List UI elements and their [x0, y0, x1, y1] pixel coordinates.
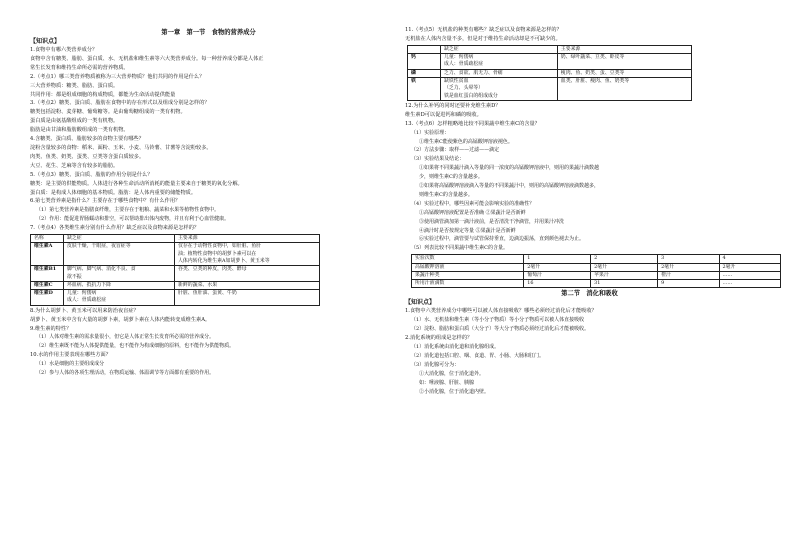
- text-line: ④滴汁时是否按规定等量 ⑤果蔬汁是否新鲜: [419, 227, 516, 234]
- text-line: 7.（考点4）各类维生素分别有什么作用？缺乏症以及食物来源是怎样的？: [30, 225, 200, 232]
- table-cell: 31: [591, 280, 658, 288]
- table-row: [31, 243, 320, 266]
- table-cell: 苹果汁: [591, 271, 658, 279]
- cell-lack: [64, 290, 175, 306]
- table-cell: 橙汁: [658, 271, 719, 279]
- cell-source: [175, 290, 320, 306]
- text-line: （1）水、无机盐和维生素（等小分子物质）等小分子物质可以被人体直接吸收: [411, 317, 585, 324]
- right-lines-a: [405, 102, 774, 253]
- text-line: 8.为什么胡萝卜、黄玉米可以用来防治夜盲症？: [30, 307, 139, 314]
- vitamin-c-table: [411, 254, 781, 288]
- knowledge-label: 【知识点】: [405, 299, 436, 307]
- table-cell: 所用汁液滴数: [412, 280, 524, 288]
- text-line: 维生素D可以促进钙和磷的吸收。: [405, 111, 482, 118]
- text-line: 胡萝卜、黄玉米中含有大量的胡萝卜素，胡萝卜素在人体内能转变成维生素A。: [30, 316, 211, 323]
- cell-line: 肝脏、鱼肝油、蛋黄、牛奶: [178, 290, 237, 297]
- table-cell: 果蔬汁种类: [412, 271, 524, 279]
- table-cell: 高锰酸钾溶液: [412, 263, 524, 271]
- table-header: 缺乏症: [64, 235, 175, 243]
- table-cell: 葡萄汁: [524, 271, 591, 279]
- cell-line: 奶、绿叶蔬菜、豆类、虾皮等: [560, 54, 625, 61]
- chapter-title: 第一章 第一节 食物的营养成分: [161, 29, 256, 36]
- cell-source: [557, 78, 691, 101]
- table-row: [408, 78, 692, 101]
- text-line: 少，则维生素C的含量越多。: [419, 174, 483, 181]
- table-row: [408, 69, 692, 77]
- vitamin-table: [30, 234, 320, 306]
- cell-line: 坏血病、抵抗力下降: [67, 281, 112, 288]
- text-line: （1）消化系统由消化道和消化腺组成。: [411, 344, 500, 351]
- text-line: （2）淀粉、脂肪和蛋白质（大分子）等大分子物质必须经过消化后才能被吸收。: [411, 326, 590, 333]
- table-cell: 2: [591, 255, 658, 263]
- table-cell: 3: [658, 255, 719, 263]
- cell-line: 油；植物性食物中的胡萝卜素可以在: [178, 250, 257, 257]
- right-lines-b: [405, 307, 774, 396]
- cell-line: 人体内转化为维生素A如胡萝卜、黄玉米等: [178, 257, 270, 264]
- text-line: 9.维生素的特性？: [30, 325, 72, 332]
- cell-lack: [441, 54, 558, 70]
- text-line: 糖类包括淀粉、麦芽糖、葡萄糖等。是由葡萄糖组成的一类有机物。: [30, 109, 186, 116]
- table-row: [412, 255, 781, 263]
- mineral-table: [407, 45, 692, 101]
- row-name: 维生素B1: [31, 266, 64, 282]
- text-line: （2）参与人体的各项生理活动，在物质运输、体温调节等方面都有重要的作用。: [36, 370, 215, 377]
- cell-line: 儿童：佝偻病: [67, 290, 97, 297]
- table-row: [31, 290, 320, 306]
- text-line: 2.消化系统的组成是怎样的？: [405, 335, 473, 342]
- row-name: 铁: [408, 78, 441, 101]
- text-line: 共同作用：都是组成细胞的构成物质，都能为生命活动提供能量: [30, 91, 176, 98]
- cell-line: 儿童：佝偻病: [444, 54, 474, 61]
- table-cell: 9: [658, 280, 719, 288]
- text-line: ②如果将高锰酸钾溶液滴入等量的不同果蔬汁中，则用的高锰酸钾溶液滴数越多，: [419, 183, 600, 190]
- cell-lack: [441, 69, 558, 77]
- text-line: ①高锰酸钾溶液配置是否准确 ②果蔬汁是否新鲜: [419, 209, 526, 216]
- table-row: [408, 54, 692, 70]
- text-line: 3.（考点2）糖类、蛋白质、脂肪在食物中的存在形式以及组成分别是怎样的？: [30, 100, 210, 107]
- cell-line: 血类、肝脏、瘦肉、鱼、奶类等: [560, 78, 630, 84]
- table-cell: 实验次数: [412, 255, 524, 263]
- text-line: 三大营养物质：糖类、脂肪、蛋白质。: [30, 82, 119, 89]
- text-line: （5）列表比较不同果蔬中维生素C的含量。: [411, 245, 509, 252]
- cell-line: 欲不振: [67, 273, 82, 280]
- text-line: 蛋白质：是构成人体细胞的基本物质。脂肪：是人体内重要的储能物质。: [30, 189, 197, 196]
- row-name: 钙: [408, 54, 441, 70]
- cell-source: [557, 54, 691, 70]
- text-line: （1）人体对维生素的需求量很小，但它是人体正常生长发育所必需的营养成分。: [36, 334, 215, 341]
- text-line: 2.（考点1）哪三类营养物质被称为三大营养物质？他们共同的作用是什么？: [30, 73, 205, 80]
- text-line: 脂肪是由甘油和脂肪酸组成的一类有机物。: [30, 127, 129, 134]
- table-row: [412, 280, 781, 288]
- text-line: 食物中含有糖类、脂肪、蛋白质、水、无机盐和维生素等六大类营养成分。每一种营养成分都是人体正: [30, 55, 264, 62]
- text-line: ①如果将不同果蔬汁滴入等量的同一浓度的高锰酸钾溶液中，则用的果蔬汁滴数越: [419, 165, 600, 172]
- table-row: [31, 281, 320, 289]
- text-line: 糖类：是主要的供能物质。人体进行各种生命活动所消耗的能量主要来自于糖类的氧化分解。: [30, 180, 243, 187]
- text-line: ②小消化腺，位于消化道内壁。: [419, 388, 490, 395]
- table-cell: 1: [524, 255, 591, 263]
- table-header: [408, 45, 441, 53]
- cell-line: 新鲜的蔬菜、水果: [178, 281, 218, 288]
- text-line: 1.食物中六类营养成分中哪些可以被人体直接吸收？哪些必须经过消化后才能吸收？: [405, 308, 597, 315]
- table-row: [31, 266, 320, 282]
- text-line: （3）实验结果及结论：: [411, 156, 465, 163]
- row-name: 维生素A: [31, 243, 64, 266]
- cell-line: 乏力、食欲、肌无力、骨痛: [444, 69, 503, 76]
- cell-line: 缺铁性贫血: [444, 78, 469, 84]
- cell-line: 谷类、豆类的种皮，肉类、酵母: [178, 266, 247, 273]
- table-cell: ……: [719, 271, 780, 279]
- row-name: 维生素D: [31, 290, 64, 306]
- text-line: （4）实验过程中，哪些因素可能会影响实验的准确性？: [411, 200, 535, 207]
- table-header: 名称: [31, 235, 64, 243]
- text-line: 常生长发育和维持生命所必需的营养物质。: [30, 64, 129, 71]
- text-line: 10.水的作用主要表现在哪些方面？: [30, 352, 111, 359]
- table-cell: 2毫升: [524, 263, 591, 271]
- text-line: （1）第七类营养素是指膳食纤维，主要存在于粗粮、蔬菜和水果等植物性食物中。: [36, 207, 220, 214]
- text-line: （2）消化道包括口腔、咽、食道、胃、小肠、大肠和肛门。: [411, 353, 545, 360]
- text-line: （3）消化腺可分为：: [411, 361, 460, 368]
- row-name: 磷: [408, 69, 441, 77]
- text-line: （2）维生素既不能为人体提供能量，也不能作为构成细胞的原料，也不能作为供能物质。: [36, 343, 235, 350]
- table-header: 主要来源: [557, 45, 691, 53]
- cell-source: [175, 266, 320, 282]
- left-lines-after: [30, 307, 387, 378]
- table-cell: 2毫升: [591, 263, 658, 271]
- text-line: 1.食物中有哪六类营养成分？: [30, 47, 98, 53]
- cell-source: [175, 281, 320, 289]
- table-header: 主要来源: [175, 235, 320, 243]
- cell-line: 铁是血红蛋白的组成成分: [444, 92, 498, 99]
- table-header-row: [31, 235, 320, 243]
- cell-line: 成人：骨质疏松症: [444, 61, 484, 68]
- text-line: ①维生素C能使紫色的高锰酸钾溶液褪色。: [419, 138, 513, 145]
- cell-line: （乏力、头晕等）: [444, 85, 484, 92]
- table-header-row: [408, 45, 692, 53]
- question-11: 11.（考点5）无机盐的种类有哪些？缺乏症以及食物来源是怎样的？: [405, 27, 562, 33]
- cell-line: 皮肤干燥，干眼症，夜盲症等: [67, 243, 131, 250]
- text-line: 则维生素C的含量越多。: [419, 191, 473, 198]
- cell-line: 脚气病、脚气病、消化不良、食: [67, 266, 136, 273]
- section2-title: 第二节 消化和吸收: [561, 290, 618, 298]
- table-header: 缺乏症: [441, 45, 558, 53]
- cell-line: 成人：骨质疏松症: [67, 297, 107, 304]
- text-line: 淀粉含量较多的食物：稻米、面粉、玉米、小麦、马铃薯、甘薯等含淀粉较多。: [30, 144, 212, 151]
- text-line: 肉类、鱼类、奶类、蛋类、豆类等含蛋白质较多。: [30, 153, 145, 160]
- cell-lack: [441, 78, 558, 101]
- cell-lack: [64, 266, 175, 282]
- text-line: 蛋白质是由氨基酸组成的一类有机物。: [30, 118, 119, 125]
- table-cell: 4: [719, 255, 780, 263]
- cell-source: [557, 69, 691, 77]
- cell-source: [175, 243, 320, 266]
- left-lines: [30, 46, 387, 233]
- text-line: 大豆、花生、芝麻等含有较多的脂肪。: [30, 162, 119, 169]
- knowledge-label: 【知识点】: [30, 38, 61, 45]
- cell-line: 仅存在于动物性食物中，如肝脏、鱼肝: [178, 243, 262, 250]
- text-line: 4.含糖类、蛋白质、脂肪较多的食物主要有哪些？: [30, 136, 144, 143]
- text-line: 13.（考点6）怎样粗略地比较不同果蔬中维生素C的含量？: [405, 120, 540, 127]
- text-line: 6.第七类营养素是指什么？主要存在于哪些食物中？有什么作用？: [30, 198, 181, 205]
- row-name: 维生素C: [31, 281, 64, 289]
- cell-lack: [64, 281, 175, 289]
- cell-line: 瘦肉、鱼、奶类、蛋、豆类等: [560, 69, 625, 76]
- text-line: ①大消化腺，位于消化道外。: [419, 370, 485, 377]
- table-cell: ……: [719, 280, 780, 288]
- text-line: ⑥实验过程中，滴管要与试管保持垂直，边滴边振荡，直到颜色褪去为止。: [419, 236, 585, 243]
- table-cell: 16: [524, 280, 591, 288]
- text-line: （2）方法步骤：取样——过滤——滴定: [411, 147, 500, 154]
- question-11-note: 无机盐在人体内含量不多，但是对于维持生命活动却是不可缺少的。: [405, 35, 561, 42]
- table-cell: 2毫升: [658, 263, 719, 271]
- text-line: ③使用滴管滴加第一滴汁液前，是否清洗干净滴管，并用果汁冲洗: [419, 218, 565, 225]
- cell-lack: [64, 243, 175, 266]
- text-line: 如：唾液腺、肝脏、胰腺: [419, 379, 475, 386]
- text-line: 12.为什么补钙的同时还要补充维生素D？: [405, 102, 501, 109]
- text-line: （1）水是细胞的主要组成成分: [36, 361, 105, 368]
- right-column: [397, 0, 794, 560]
- table-row: [412, 263, 781, 271]
- text-line: （1）实验原理：: [411, 129, 450, 136]
- text-line: 5.（考点3）糖类、蛋白质、脂肪的作用分别是什么？: [30, 171, 153, 178]
- table-cell: 2毫升: [719, 263, 780, 271]
- table-row: [412, 271, 781, 279]
- text-line: （2）作用：能促进胃肠蠕动和排空，可以帮助排出体内废物，并且有利于心血管健康。: [36, 216, 230, 223]
